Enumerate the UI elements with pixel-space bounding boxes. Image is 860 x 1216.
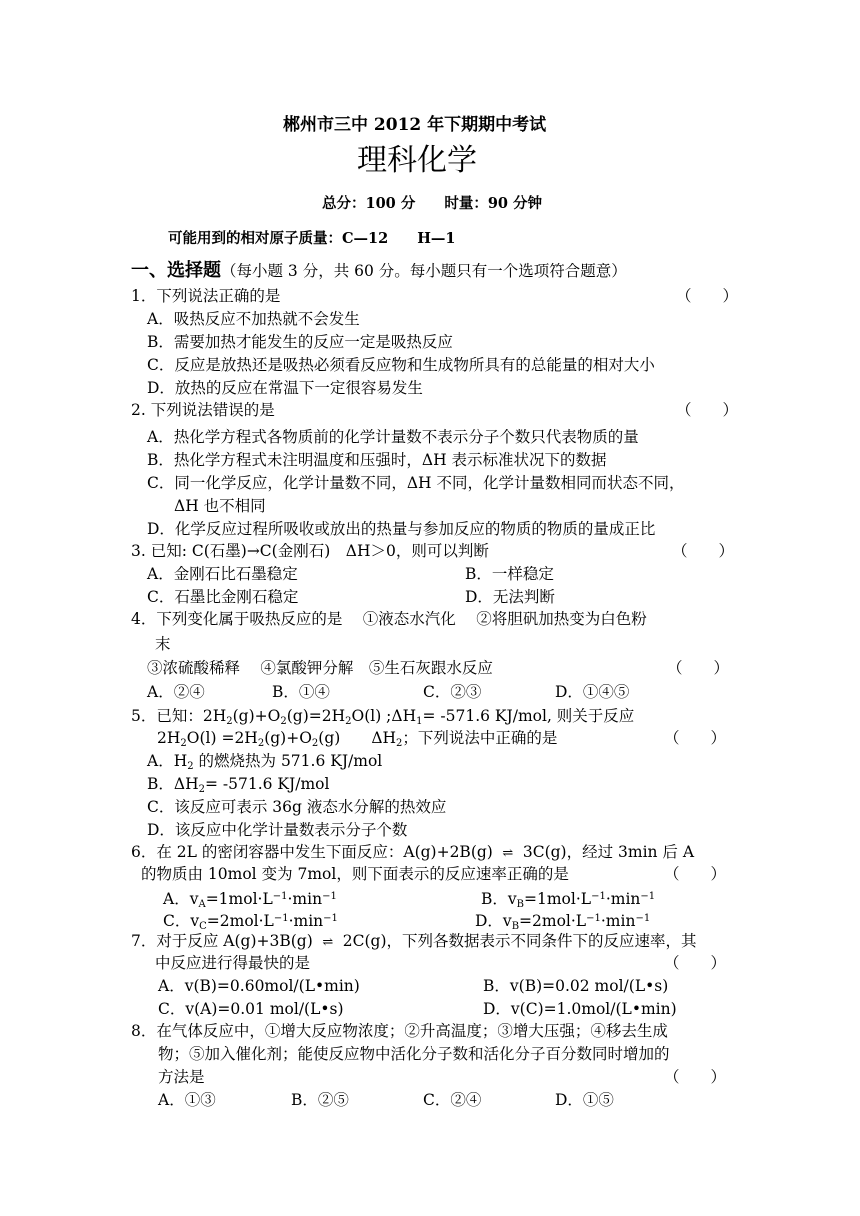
- q3-option-a: A．金刚石比石墨稳定: [147, 565, 298, 583]
- q2-option-b: B．热化学方程式未注明温度和压强时，ΔH 表示标准状况下的数据: [147, 451, 607, 469]
- q4-option-d: D．①④⑤: [555, 683, 630, 701]
- exam-subject-title: 理科化学: [357, 143, 477, 178]
- q4-option-c: C．②③: [423, 683, 482, 701]
- q3-option-d: D．无法判断: [465, 588, 555, 606]
- q5-stem-cont: $2H_2O(l) =2H_2(g)+O_2(g)$ $\Delta H_2$；下列说法中正确的是: [157, 729, 558, 749]
- q8-option-d: D．①⑤: [555, 1091, 614, 1109]
- q7-stem: 7．对于反应 A(g)+3B(g) ⇌ 2C(g)，下列各数据表示不同条件下的反应速率，其: [131, 930, 697, 954]
- q2-option-c-cont: ΔH 也不相同: [174, 497, 266, 515]
- q4-stem: 4．下列变化属于吸热反应的是 ①液态水汽化 ②将胆矾加热变为白色粉: [131, 610, 647, 628]
- q5-stem: 5．已知：$2H_2(g)+O_2(g)=2H_2O(l)$ $;\Delta H_1= -571.6$ KJ/mol, 则关于反应: [131, 707, 635, 727]
- q3-option-c: C．石墨比金刚石稳定: [147, 588, 299, 606]
- q6-option-d: D．$v_B=2mol\cdot L^{-1}\cdot\min^{-1}$: [475, 912, 651, 932]
- q3-stem: 3. 已知: C(石墨)→C(金刚石) ΔH＞0，则可以判断: [131, 542, 489, 560]
- q1-option-b: B．需要加热才能发生的反应一定是吸热反应: [147, 333, 453, 351]
- equilibrium-arrow-icon: ⇌: [502, 846, 514, 861]
- q3-answer-paren[interactable]: （ ）: [672, 542, 735, 560]
- q3-option-b: B．一样稳定: [465, 565, 554, 583]
- q1-answer-paren[interactable]: （ ）: [676, 287, 739, 305]
- q4-option-b: B．①④: [272, 683, 330, 701]
- q5-answer-paren[interactable]: （ ）: [664, 729, 727, 747]
- q1-option-a: A．吸热反应不加热就不会发生: [147, 310, 360, 328]
- q6-option-c: C．$v_C=2mol\cdot L^{-1}\cdot\min^{-1}$: [163, 912, 338, 932]
- q7-answer-paren[interactable]: （ ）: [664, 954, 727, 972]
- q1-option-d: D．放热的反应在常温下一定很容易发生: [147, 379, 423, 397]
- q7-stem-cont: 中反应进行得最快的是: [155, 954, 311, 972]
- q4-answer-paren[interactable]: （ ）: [667, 659, 730, 677]
- q7-option-d: D．v(C)=1.0mol/(L•min): [483, 1000, 677, 1018]
- q6-answer-paren[interactable]: （ ）: [664, 865, 727, 883]
- q7-option-a: A．v(B)=0.60mol/(L•min): [158, 977, 360, 995]
- q4-option-a: A．②④: [147, 683, 205, 701]
- q4-stem-cont: 末: [155, 635, 171, 653]
- q8-stem: 8．在气体反应中，①增大反应物浓度；②升高温度；③增大压强；④移去生成: [131, 1022, 668, 1040]
- q8-stem-cont: 物；⑤加入催化剂；能使反应物中活化分子数和活化分子百分数同时增加的: [158, 1045, 670, 1063]
- q8-option-b: B．②⑤: [291, 1091, 349, 1109]
- q5-option-a: A．$H_2$ 的燃烧热为 571.6 KJ/mol: [147, 752, 383, 772]
- atomic-mass-note: 可能用到的相对原子质量：C—12 H—1: [168, 230, 456, 247]
- q7-option-c: C．v(A)=0.01 mol/(L•s): [158, 1000, 344, 1018]
- q8-option-a: A．①③: [158, 1091, 216, 1109]
- q5-option-d: D．该反应中化学计量数表示分子个数: [147, 821, 408, 839]
- q2-option-d: D．化学反应过程所吸收或放出的热量与参加反应的物质的物质的量成正比: [147, 520, 656, 538]
- section-title: 一、选择题: [131, 260, 221, 281]
- q4-items: ③浓硫酸稀释 ④氯酸钾分解 ⑤生石灰跟水反应: [147, 659, 493, 677]
- q6-stem-cont: 的物质由 10mol 变为 7mol，则下面表示的反应速率正确的是: [141, 865, 569, 883]
- q6-stem: 6．在 2L 的密闭容器中发生下面反应：A(g)+2B(g) ⇌ 3C(g)，经过 3min 后 A: [131, 841, 694, 865]
- q6-option-b: B．$v_B=1mol\cdot L^{-1}\cdot\min^{-1}$: [481, 890, 656, 910]
- q2-option-a: A．热化学方程式各物质前的化学计量数不表示分子个数只代表物质的量: [147, 428, 639, 446]
- q2-answer-paren[interactable]: （ ）: [676, 401, 739, 419]
- q1-option-c: C．反应是放热还是吸热必须看反应物和生成物所具有的总能量的相对大小: [147, 356, 655, 374]
- q2-stem: 2. 下列说法错误的是: [131, 401, 275, 419]
- section-note: （每小题 3 分，共 60 分。每小题只有一个选项符合题意）: [221, 262, 627, 280]
- q8-stem-cont2: 方法是: [158, 1068, 205, 1086]
- q1-stem: 1．下列说法正确的是: [131, 287, 281, 305]
- section-heading: [131, 260, 627, 282]
- exam-meta: 总分：100 分 时量：90 分钟: [322, 195, 543, 212]
- exam-school-title: 郴州市三中 2012 年下期期中考试: [283, 115, 547, 135]
- q5-option-c: C．该反应可表示 36g 液态水分解的热效应: [147, 798, 447, 816]
- q6-option-a: A．$v_A=1mol\cdot L^{-1}\cdot\min^{-1}$: [163, 890, 337, 910]
- q7-option-b: B．v(B)=0.02 mol/(L•s): [483, 977, 669, 995]
- q5-option-b: B．$\Delta H_2= -571.6$ KJ/mol: [147, 775, 330, 795]
- equilibrium-arrow-icon: ⇌: [322, 935, 334, 950]
- q8-answer-paren[interactable]: （ ）: [664, 1068, 727, 1086]
- q2-option-c: C．同一化学反应，化学计量数不同，ΔH 不同，化学计量数相同而状态不同，: [147, 474, 685, 492]
- q8-option-c: C．②④: [423, 1091, 482, 1109]
